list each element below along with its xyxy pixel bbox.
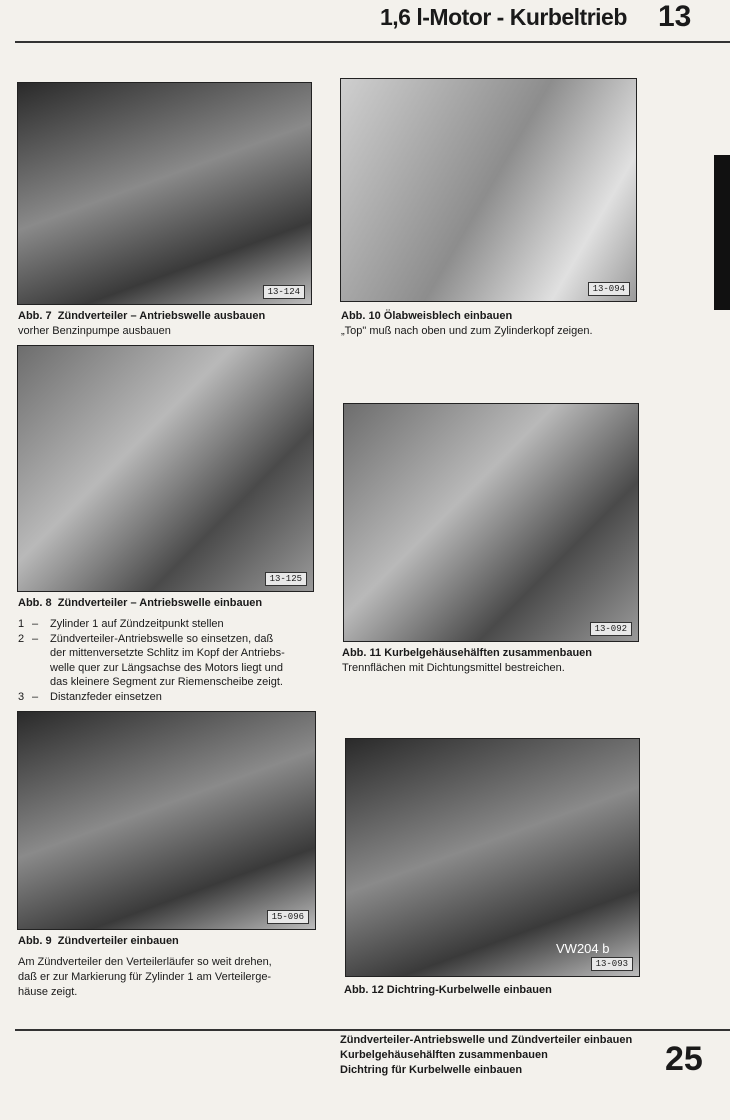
caption-number: Abb. 12 [344, 984, 384, 996]
figure-10-photo [340, 78, 637, 302]
step-item: 3 – Distanzfeder einsetzen [18, 690, 162, 703]
caption-text: „Top" muß nach oben und zum Zylinderkopf zeigen. [341, 325, 593, 337]
photo-label: 13-094 [588, 282, 630, 296]
photo-label: 13-093 [591, 957, 633, 971]
figure-8-steps [18, 617, 338, 704]
figure-12-photo [345, 738, 640, 977]
caption-number: Abb. 10 [341, 310, 381, 322]
figure-8-photo [17, 345, 314, 592]
caption-text: häuse zeigt. [18, 986, 78, 998]
footer-topics: Zündverteiler-Antriebswelle und Zündverteiler einbauen Kurbelgehäusehälften zusammenbauen Dichtring für Kurbelwelle einbauen [340, 1034, 633, 1076]
caption-title: Zündverteiler – Antriebswelle ausbauen [57, 310, 266, 322]
photo-label: 13-125 [265, 572, 307, 586]
figure-10-caption [341, 309, 711, 339]
caption-title: Kurbelgehäusehälften zusammenbauen [384, 647, 593, 659]
caption-title: Ölabweisblech einbauen [383, 310, 513, 322]
caption-title: Zündverteiler einbauen [57, 935, 179, 947]
tool-label: VW204 b [556, 941, 610, 956]
figure-11-caption [342, 646, 712, 676]
chapter-tab-marker [714, 155, 730, 310]
step-item: 2 – Zündverteiler-Antriebswelle so einsetzen, daß der mittenversetzte Schlitz im Kopf der Antriebs- welle quer zur Längsachse des Motors liegt und das kleinere Segment zur Riemenscheibe zeigt. [18, 632, 285, 688]
page-title: 1,6 l-Motor - Kurbeltrieb [380, 4, 627, 30]
caption-title: Dichtring-Kurbelwelle einbauen [386, 984, 552, 996]
figure-7-photo [17, 82, 312, 305]
figure-8-caption [18, 596, 338, 611]
caption-text: Am Zündverteiler den Verteilerläufer so weit drehen, [18, 956, 272, 968]
caption-title: Zündverteiler – Antriebswelle einbauen [57, 597, 263, 609]
caption-number: Abb. 11 [342, 647, 382, 659]
footer-rule [15, 1029, 730, 1031]
figure-7-caption [18, 309, 328, 339]
step-item: 1 – Zylinder 1 auf Zündzeitpunkt stellen [18, 618, 224, 630]
figure-9-photo [17, 711, 316, 930]
caption-text: vorher Benzinpumpe ausbauen [18, 325, 171, 337]
caption-text: Trennflächen mit Dichtungsmittel bestreichen. [342, 662, 565, 674]
photo-label: 13-092 [590, 622, 632, 636]
caption-text: daß er zur Markierung für Zylinder 1 am Verteilerge- [18, 971, 272, 983]
photo-label: 13-124 [263, 285, 305, 299]
figure-12-caption [344, 983, 714, 998]
caption-number: Abb. 9 [18, 935, 52, 947]
header-rule [15, 41, 730, 43]
chapter-number: 13 [658, 0, 692, 33]
figure-11-photo [343, 403, 639, 642]
photo-label: 15-096 [267, 910, 309, 924]
figure-9-caption [18, 934, 338, 1000]
caption-number: Abb. 7 [18, 310, 52, 322]
caption-number: Abb. 8 [18, 597, 52, 609]
page-number: 25 [665, 1040, 703, 1078]
